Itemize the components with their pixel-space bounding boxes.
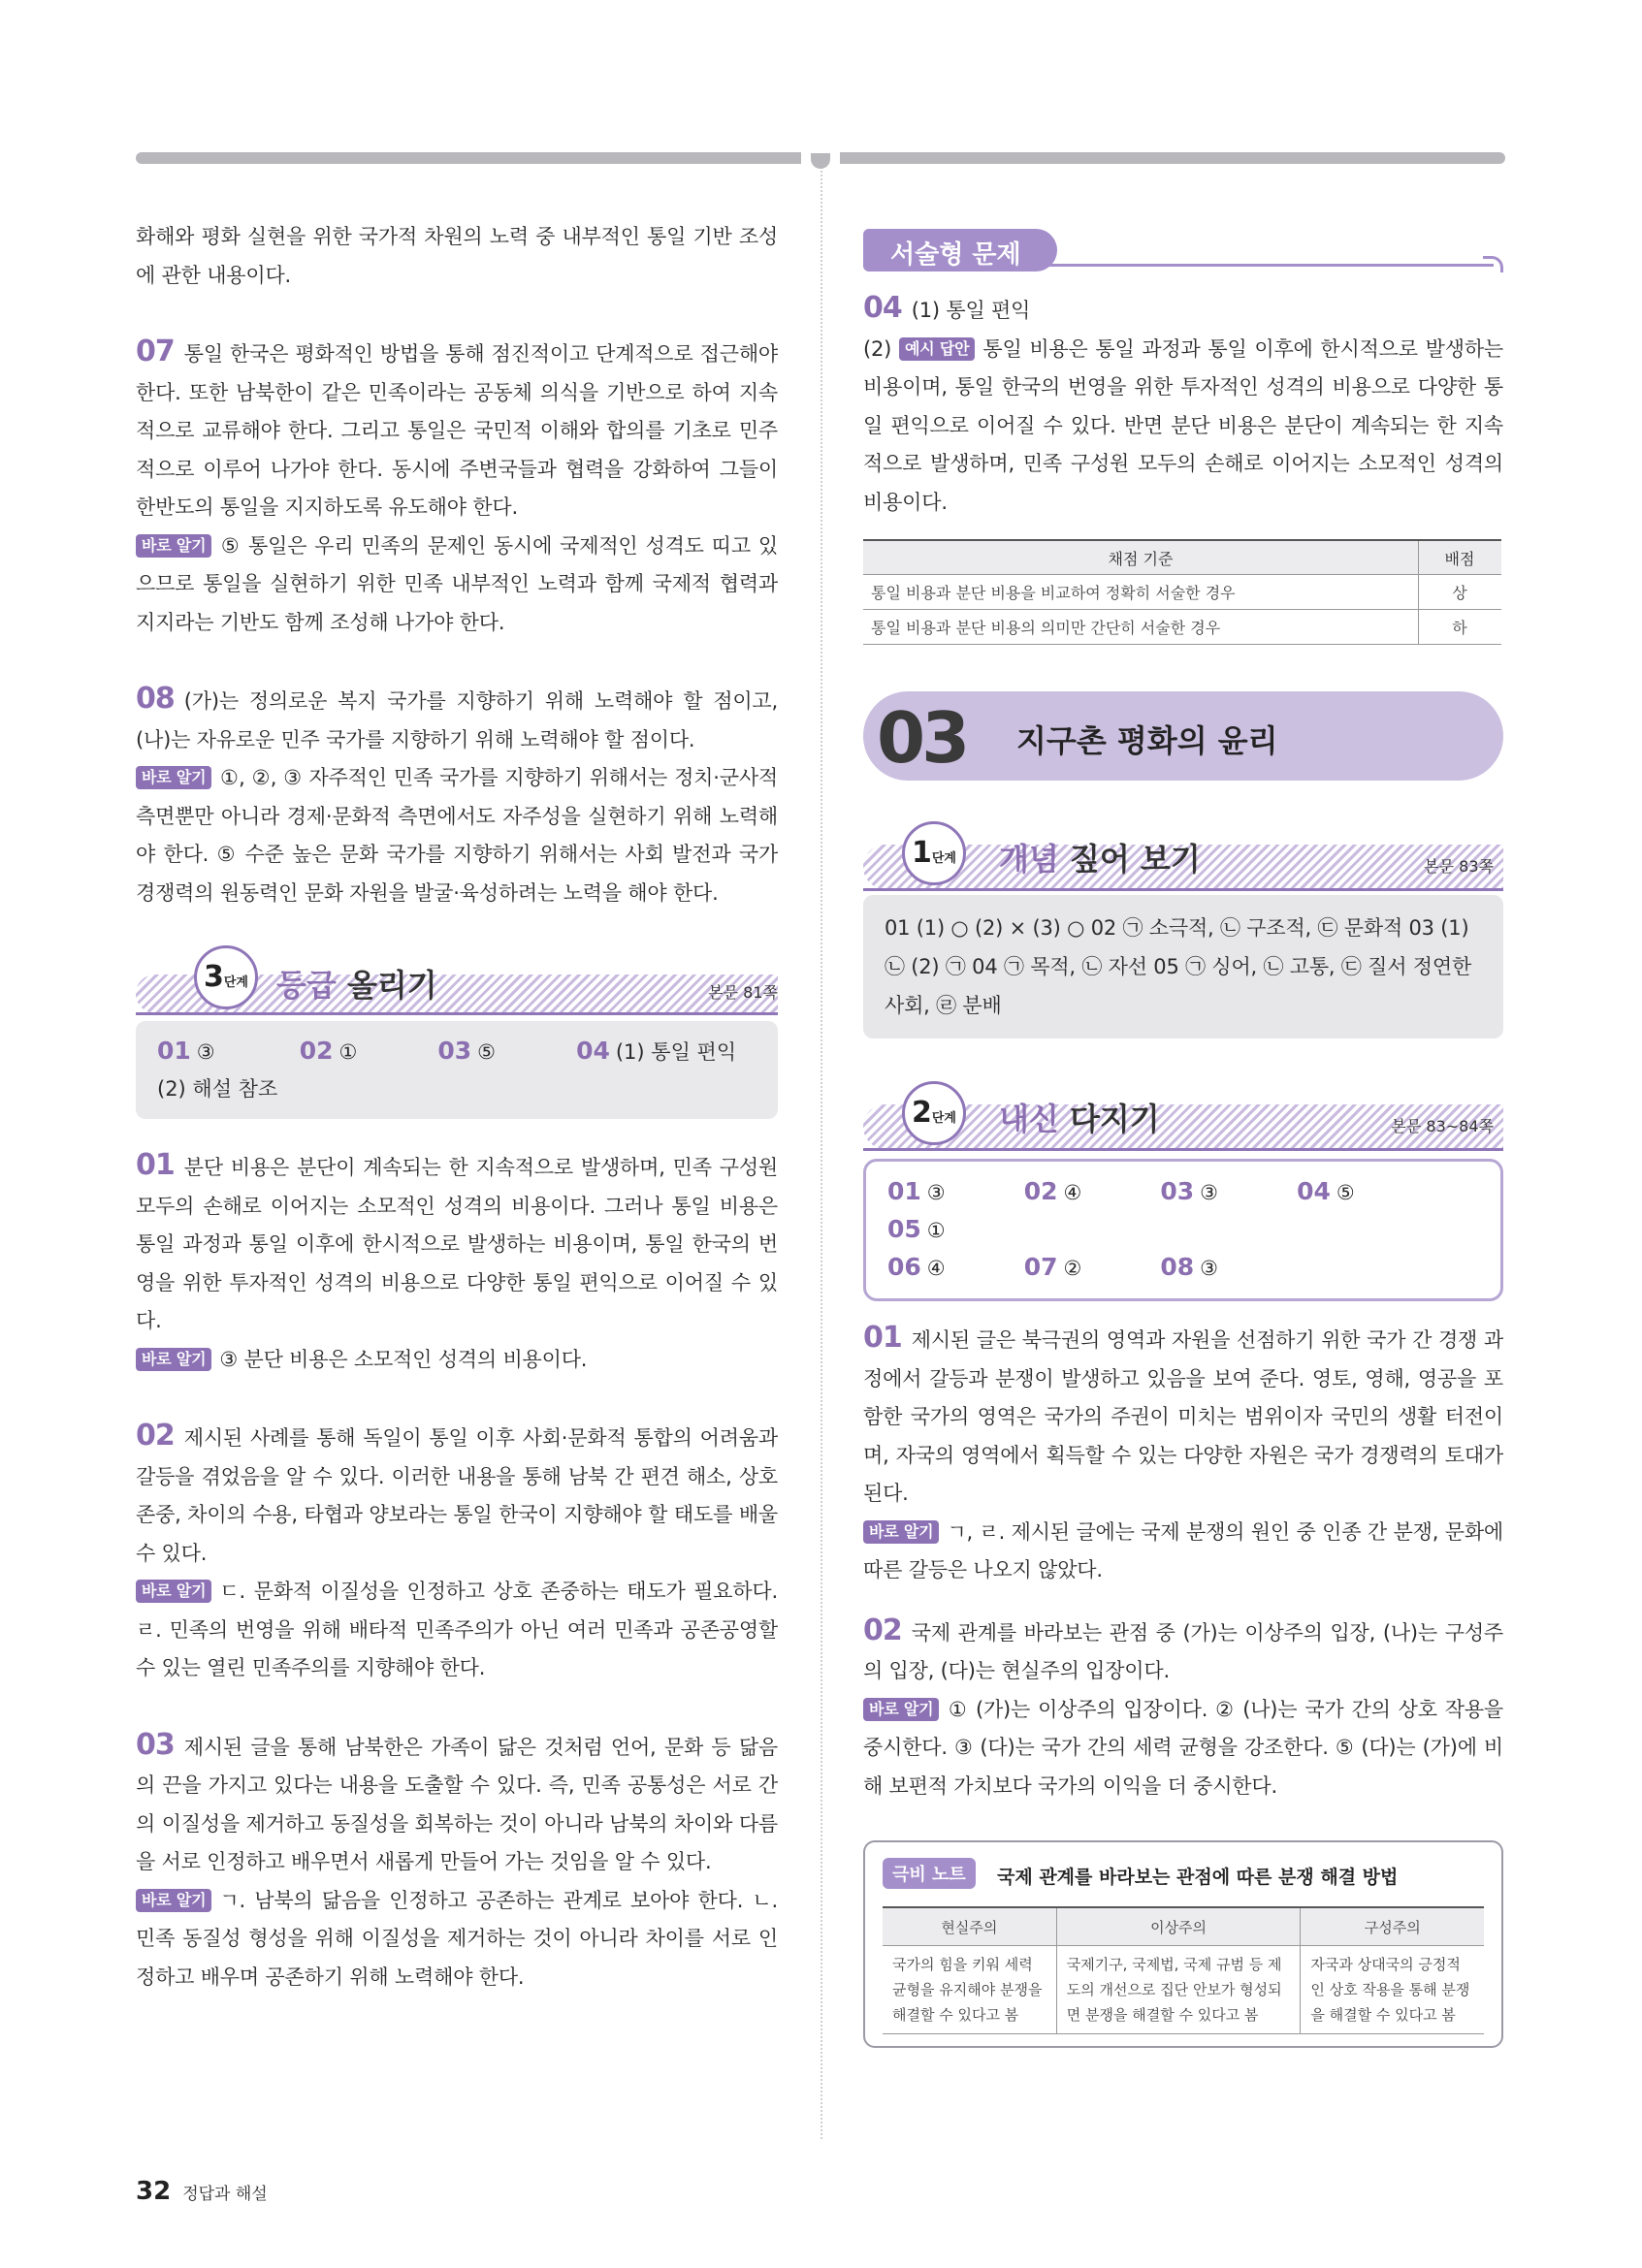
step1-answers: 01 (1) ○ (2) × (3) ○ 02 ㉠ 소극적, ㉡ 구조적, ㉢ 문화적 03 (1) ㉡ (2) ㉠ 04 ㉠ 목적, ㉡ 자선 05 ㉠ 싱어, ㉡ 고통, ㉢ 질서 정연한 사회, ㉣ 분배 bbox=[885, 916, 1472, 1017]
a02-text: 제시된 사례를 통해 독일이 통일 이후 사회·문화적 통합의 어려움과 갈등을 겪었음을 알 수 있다. 이러한 내용을 통해 남북 간 편견 해소, 상호 존중, 차이의 수용, 타협과 양보라는 통일 한국이 지향해야 할 태도를 배울 수 있다. bbox=[136, 1426, 778, 1565]
step-underline bbox=[863, 1148, 1503, 1151]
answer-item bbox=[1024, 1173, 1154, 1211]
baro-algi-tag: 바로 알기 bbox=[136, 766, 211, 789]
step-badge-label: 단계 bbox=[931, 1111, 956, 1126]
q08-correction bbox=[136, 759, 778, 912]
answer-number: 06 bbox=[887, 1253, 921, 1281]
answer-row bbox=[157, 1033, 757, 1070]
q08-text: (가)는 정의로운 복지 국가를 지향하기 위해 노력해야 할 점이고, (나)는 자유로운 민주 국가를 지향하기 위해 노력해야 할 점이다. bbox=[136, 689, 778, 751]
answer-number: 03 bbox=[1160, 1177, 1195, 1205]
answer-number: 01 bbox=[157, 1037, 191, 1065]
answer-item bbox=[1024, 1249, 1154, 1287]
a01-correction bbox=[136, 1341, 778, 1380]
r02-correction bbox=[863, 1691, 1503, 1806]
answer-item bbox=[1160, 1249, 1218, 1287]
header-realism: 현실주의 bbox=[883, 1907, 1056, 1946]
header-constructivism: 구성주의 bbox=[1301, 1907, 1484, 1946]
scoring-points: 상 bbox=[1419, 575, 1502, 610]
cell-constructivism: 자국과 상대국의 긍정적인 상호 작용을 통해 분쟁을 해결할 수 있다고 봄 bbox=[1301, 1946, 1484, 2034]
r01-correction bbox=[863, 1514, 1503, 1590]
answer-value: ③ bbox=[1200, 1181, 1218, 1204]
cell-idealism: 국제기구, 국제법, 국제 규범 등 제도의 개선으로 집단 안보가 형성되면 분쟁을 해결할 수 있다고 봄 bbox=[1056, 1946, 1301, 2034]
step2-page-ref: 본문 83~84쪽 bbox=[1391, 1117, 1494, 1135]
r02-text: 국제 관계를 바라보는 관점 중 (가)는 이상주의 입장, (나)는 구성주의 입장, (다)는 현실주의 입장이다. bbox=[863, 1620, 1503, 1682]
answer-value: ③ bbox=[1200, 1257, 1218, 1280]
answer-value: ① bbox=[926, 1219, 946, 1242]
header-tail bbox=[1483, 256, 1503, 272]
answer-number: 02 bbox=[1023, 1177, 1058, 1205]
footer-label: 정답과 해설 bbox=[182, 2185, 268, 2204]
step-badge bbox=[194, 945, 258, 1009]
scoring-header-criteria: 채점 기준 bbox=[863, 540, 1419, 575]
r01-explanation bbox=[863, 1319, 1503, 1514]
answer-number: 02 bbox=[299, 1037, 334, 1065]
unit-number: 03 bbox=[877, 697, 967, 779]
answer-value: ③ bbox=[196, 1040, 215, 1064]
step-badge-number: 3 bbox=[204, 960, 224, 994]
r01-number: 01 bbox=[863, 1321, 902, 1355]
step1-header bbox=[863, 817, 1503, 895]
answer-row bbox=[887, 1249, 1479, 1287]
scoring-criteria: 통일 비용과 분단 비용을 비교하여 정확히 서술한 경우 bbox=[863, 575, 1419, 610]
section-header-step3 bbox=[136, 945, 778, 1021]
section-title bbox=[276, 961, 437, 1006]
a03-fix-text: ㄱ. 남북의 닮음을 인정하고 공존하는 관계로 보아야 한다. ㄴ. 민족 동질성 형성을 위해 이질성을 제거하는 것이 아니라 차이를 서로 인정하고 배우며 공존하기 위해 노력해야 한다. bbox=[136, 1888, 778, 1989]
q08-explanation bbox=[136, 680, 778, 759]
answer-value: ⑤ bbox=[1336, 1181, 1355, 1204]
step1-page-ref: 본문 83쪽 bbox=[1424, 857, 1494, 876]
comparison-header-row bbox=[883, 1907, 1484, 1946]
r02-fix-text: ① (가)는 이상주의 입장이다. ② (나)는 국가 간의 상호 작용을 중시한다. ③ (다)는 국가 간의 세력 균형을 강조한다. ⑤ (다)는 (가)에 비해 보편적 가치보다 국가의 이익을 더 중시한다. bbox=[863, 1697, 1503, 1798]
step-title-rest: 다지기 bbox=[1058, 1101, 1160, 1137]
table-row bbox=[863, 575, 1501, 610]
header-line bbox=[1047, 264, 1494, 267]
answer-row-2: (2) 해설 참조 bbox=[157, 1077, 278, 1101]
baro-algi-tag: 바로 알기 bbox=[136, 1348, 211, 1371]
unit-banner bbox=[863, 691, 1503, 781]
a01-explanation bbox=[136, 1146, 778, 1341]
a02-fix-text: ㄷ. 문화적 이질성을 인정하고 상호 존중하는 태도가 필요하다. ㄹ. 민족의 번영을 위해 배타적 민족주의가 아닌 여러 민족과 공존공영할 수 있는 열린 민족주의를 지향해야 한다. bbox=[136, 1580, 778, 1679]
q08-number: 08 bbox=[136, 682, 175, 716]
q07-number: 07 bbox=[136, 335, 175, 368]
secret-note-box bbox=[863, 1840, 1503, 2048]
r01-fix-text: ㄱ, ㄹ. 제시된 글에는 국제 분쟁의 원인 중 인종 간 분쟁, 문화에 따른 갈등은 나오지 않았다. bbox=[863, 1519, 1503, 1581]
header-idealism: 이상주의 bbox=[1056, 1907, 1301, 1946]
page-footer bbox=[136, 2177, 268, 2206]
table-row bbox=[883, 1946, 1484, 2034]
r02-explanation bbox=[863, 1612, 1503, 1691]
answer-number: 04 bbox=[576, 1037, 610, 1065]
column-divider bbox=[821, 171, 822, 2139]
example-answer-tag: 예시 답안 bbox=[899, 337, 975, 361]
step2-title bbox=[999, 1095, 1160, 1139]
step1-answer-box bbox=[863, 895, 1503, 1038]
section-page-ref: 본문 81쪽 bbox=[708, 983, 778, 1002]
scoring-table-header bbox=[863, 540, 1501, 575]
r02-number: 02 bbox=[863, 1613, 902, 1647]
answer-item bbox=[576, 1033, 736, 1070]
section-title-highlight: 등급 bbox=[276, 967, 337, 1004]
answer-value: (1) 통일 편익 bbox=[615, 1040, 737, 1064]
intro-paragraph: 화해와 평화 실현을 위한 국가적 차원의 노력 중 내부적인 통일 기반 조성에 관한 내용이다. bbox=[136, 225, 778, 287]
answer-number: 03 bbox=[437, 1037, 472, 1065]
scoring-points: 하 bbox=[1419, 610, 1502, 645]
left-column bbox=[136, 218, 778, 1996]
scoring-criteria: 통일 비용과 분단 비용의 의미만 간단히 서술한 경우 bbox=[863, 610, 1419, 645]
answer-number: 08 bbox=[1160, 1253, 1195, 1281]
answer-value: ⑤ bbox=[477, 1040, 496, 1064]
answer-number: 01 bbox=[887, 1177, 921, 1205]
step-badge bbox=[902, 1081, 966, 1145]
answer-item bbox=[887, 1173, 1017, 1211]
step-title-rest: 짚어 보기 bbox=[1058, 841, 1201, 878]
answer-item bbox=[437, 1033, 569, 1070]
q04-number: 04 bbox=[863, 291, 902, 325]
baro-algi-tag: 바로 알기 bbox=[863, 1698, 939, 1721]
answer-item bbox=[1297, 1173, 1427, 1211]
answer-value: ① bbox=[338, 1040, 358, 1064]
step1-title bbox=[999, 835, 1201, 879]
right-column bbox=[863, 229, 1503, 2048]
unit-title: 지구촌 평화의 윤리 bbox=[1016, 722, 1278, 759]
q04-answer-2-prefix: (2) bbox=[863, 336, 892, 361]
baro-algi-tag: 바로 알기 bbox=[136, 1889, 211, 1912]
q07-fix-text: ⑤ 통일은 우리 민족의 문제인 동시에 국제적인 성격도 띠고 있으므로 통일을 실현하기 위한 민족 내부적인 노력과 함께 국제적 협력과 지지라는 기반도 함께 조성해 나가야 한다. bbox=[136, 533, 778, 634]
note-title: 국제 관계를 바라보는 관점에 따른 분쟁 해결 방법 bbox=[997, 1867, 1399, 1888]
step2-header bbox=[863, 1077, 1503, 1155]
descriptive-title: 서술형 문제 bbox=[890, 240, 1021, 270]
a01-number: 01 bbox=[136, 1148, 175, 1182]
step-title-highlight: 개념 bbox=[999, 841, 1059, 878]
answer-value: ④ bbox=[1063, 1181, 1082, 1204]
q04-answer-1 bbox=[863, 289, 1503, 331]
step-badge-number: 2 bbox=[912, 1096, 932, 1130]
section-underline bbox=[136, 1012, 778, 1015]
page-number: 32 bbox=[136, 2177, 172, 2206]
q07-correction bbox=[136, 527, 778, 643]
step-badge-label: 단계 bbox=[931, 851, 956, 866]
answer-item bbox=[157, 1033, 293, 1070]
q04-answer-1-text: (1) 통일 편익 bbox=[911, 299, 1031, 322]
step2-answer-box bbox=[863, 1159, 1503, 1301]
answer-number: 05 bbox=[887, 1215, 921, 1243]
a01-fix-text: ③ 분단 비용은 소모적인 성격의 비용이다. bbox=[219, 1347, 588, 1371]
cell-realism: 국가의 힘을 키워 세력 균형을 유지해야 분쟁을 해결할 수 있다고 봄 bbox=[883, 1946, 1056, 2034]
q07-text: 통일 한국은 평화적인 방법을 통해 점진적이고 단계적으로 접근해야 한다. 또한 남북한이 같은 민족이라는 공동체 의식을 기반으로 하여 지속적으로 교류해야 한다. 그리고 통일은 국민적 이해와 합의를 기초로 민주적으로 이루어 나가야 한다. 동시에 주변국들과 협력을 강화하여 그들이 한반도의 통일을 지지하도록 유도해야 한다. bbox=[136, 342, 778, 519]
comparison-table bbox=[883, 1906, 1484, 2034]
step-badge bbox=[902, 821, 966, 885]
a02-explanation bbox=[136, 1417, 778, 1573]
answer-value: ④ bbox=[926, 1257, 946, 1280]
answer-number: 07 bbox=[1023, 1253, 1058, 1281]
step-underline bbox=[863, 888, 1503, 891]
note-header bbox=[883, 1858, 1484, 1897]
table-row bbox=[863, 610, 1501, 645]
a02-number: 02 bbox=[136, 1419, 175, 1453]
answer-item bbox=[887, 1211, 946, 1249]
a03-text: 제시된 글을 통해 남북한은 가족이 닮은 것처럼 언어, 문화 등 닮음의 끈을 가지고 있다는 내용을 도출할 수 있다. 즉, 민족 공통성은 서로 간의 이질성을 제거하고 동질성을 회복하는 것이 아니라 남북의 차이와 다름을 서로 인정하고 배우면서 새롭게 만들어 가는 것임을 알 수 있다. bbox=[136, 1735, 778, 1873]
answer-number: 04 bbox=[1297, 1177, 1331, 1205]
step-badge-number: 1 bbox=[912, 836, 932, 870]
answer-item bbox=[887, 1249, 1017, 1287]
a03-number: 03 bbox=[136, 1727, 175, 1762]
a03-explanation bbox=[136, 1726, 778, 1882]
q04-answer-2-text: 통일 비용은 통일 과정과 통일 이후에 한시적으로 발생하는 비용이며, 통일 한국의 번영을 위한 투자적인 성격의 비용으로 다양한 통일 편익으로 이어질 수 있다. 반면 분단 비용은 분단이 계속되는 한 지속적으로 발생하며, 민족 구성원 모두의 손해로 이어지는 소모적인 성격의 비용이다. bbox=[863, 336, 1503, 514]
q07-explanation bbox=[136, 333, 778, 527]
answer-value: ② bbox=[1063, 1257, 1082, 1280]
q04-answer-2 bbox=[863, 331, 1503, 523]
scoring-header-points: 배점 bbox=[1419, 540, 1502, 575]
scoring-table bbox=[863, 539, 1501, 645]
answer-value: ③ bbox=[926, 1181, 946, 1204]
baro-algi-tag: 바로 알기 bbox=[136, 534, 211, 558]
baro-algi-tag: 바로 알기 bbox=[863, 1520, 939, 1544]
answer-item bbox=[1160, 1173, 1290, 1211]
baro-algi-tag: 바로 알기 bbox=[136, 1580, 211, 1603]
a03-correction bbox=[136, 1882, 778, 1997]
answer-summary-box bbox=[136, 1021, 778, 1119]
step-title-highlight: 내신 bbox=[999, 1101, 1059, 1137]
note-tag: 극비 노트 bbox=[883, 1858, 976, 1889]
answer-item bbox=[300, 1033, 432, 1070]
answer-row bbox=[887, 1173, 1479, 1249]
descriptive-section-header bbox=[863, 229, 1503, 275]
r01-text: 제시된 글은 북극권의 영역과 자원을 선점하기 위한 국가 간 경쟁 과정에서 갈등과 분쟁이 발생하고 있음을 보여 준다. 영토, 영해, 영공을 포함한 국가의 영역은 국가의 주권이 미치는 범위이자 국민의 생활 터전이며, 자국의 영역에서 획득할 수 있는 다양한 자원은 국가 경쟁력의 토대가 된다. bbox=[863, 1328, 1503, 1505]
a02-correction bbox=[136, 1573, 778, 1688]
section-title-rest: 올리기 bbox=[336, 967, 437, 1004]
step-badge-label: 단계 bbox=[223, 975, 248, 990]
q08-fix-text: ①, ②, ③ 자주적인 민족 국가를 지향하기 위해서는 정치·군사적 측면뿐만 아니라 경제·문화적 측면에서도 자주성을 실현하기 위해 노력해야 한다. ⑤ 수준 높은 문화 국가를 지향하기 위해서는 사회 발전과 국가 경쟁력의 원동력인 문화 자원을 발굴·육성하려는 노력을 해야 한다. bbox=[136, 766, 778, 905]
a01-text: 분단 비용은 분단이 계속되는 한 지속적으로 발생하며, 민족 구성원 모두의 손해로 이어지는 소모적인 성격의 비용이다. 그러나 통일 비용은 통일 과정과 통일 이후에 한시적으로 발생하는 비용이며, 통일 한국의 번영을 위한 투자적인 성격의 비용으로 다양한 통일 편익으로 이어질 수 있다. bbox=[136, 1156, 778, 1332]
